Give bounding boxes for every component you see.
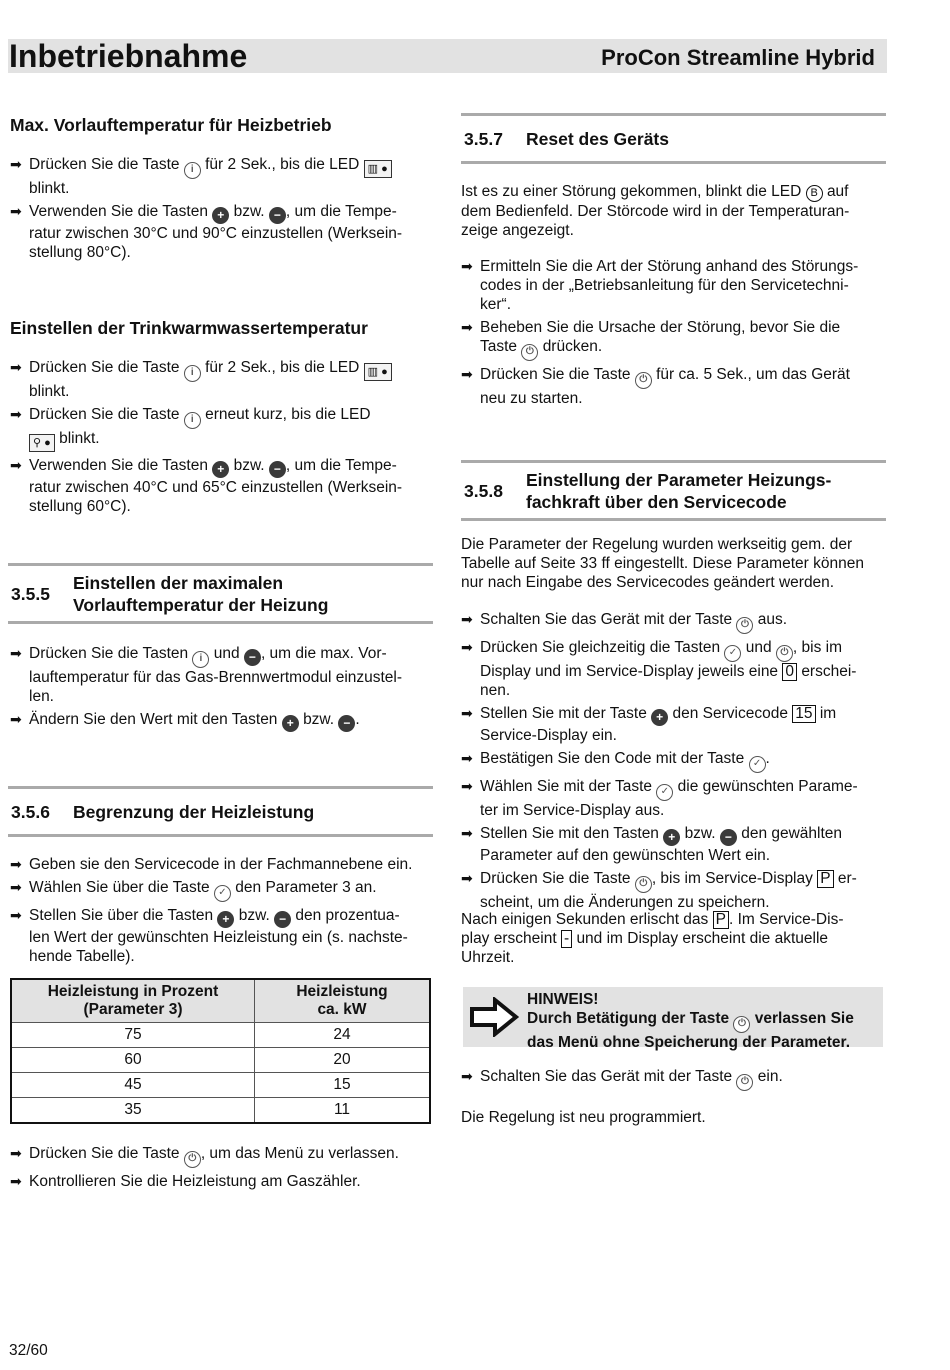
note-box xyxy=(463,987,883,1051)
plus-button-icon: + xyxy=(212,461,229,478)
reset-button-icon: ⏻ xyxy=(635,372,652,389)
list-item: ➡ Drücken Sie die Taste ⏻ , um das Menü zu verlassen. xyxy=(10,1144,433,1168)
minus-button-icon: − xyxy=(269,207,286,224)
list-item: ➡ Drücken Sie die Taste ⏻ für ca. 5 Sek., um das Gerät neu zu starten. xyxy=(461,366,850,407)
radiator-led-icon: ▥ ● xyxy=(364,363,392,381)
arrow-icon: ➡ xyxy=(10,907,22,923)
arrow-icon: ➡ xyxy=(461,258,473,274)
list-item: ➡ Geben sie den Servicecode in der Fachmannebene ein. xyxy=(10,856,413,873)
list-item: ➡ Drücken Sie die Taste i für 2 Sek., bis die LED ▥ ● blinkt. xyxy=(10,358,433,401)
minus-button-icon: − xyxy=(269,461,286,478)
list-item: ➡ Schalten Sie das Gerät mit der Taste ⏻ aus. xyxy=(461,610,886,634)
list-item: ➡ Stellen Sie mit den Tasten + bzw. − den gewählten Parameter auf den gewünschten Wert ein. xyxy=(461,825,843,864)
list-item: ➡ Stellen Sie über die Tasten + bzw. − den prozentua- len Wert der gewünschten Heizleistung ein (s. nachste- hende Tabelle). xyxy=(10,907,408,965)
section-357-intro: Ist es zu einer Störung gekommen, blinkt die LED B auf dem Bedienfeld. Der Störcode wird in der Temperaturan- zeige angezeigt. xyxy=(461,183,850,239)
arrow-icon: ➡ xyxy=(10,359,22,375)
dhw-steps xyxy=(10,358,433,520)
list-item: ➡ Drücken Sie die Taste i für 2 Sek., bis die LED ▥ ● blinkt. xyxy=(10,155,433,198)
page-number: 32/60 xyxy=(9,1342,48,1359)
section-355-heading: 3.5.5 Einstellen der maximalen Vorlauftemperatur der Heizung xyxy=(8,563,433,624)
list-item: ➡ Kontrollieren Sie die Heizleistung am Gaszähler. xyxy=(10,1173,361,1190)
dhw-heading: Einstellen der Trinkwarmwassertemperatur xyxy=(10,318,368,338)
final-statement: Die Regelung ist neu programmiert. xyxy=(461,1109,706,1126)
reset-button-icon: ⏻ xyxy=(635,876,652,893)
list-item: ➡ Ermitteln Sie die Art der Störung anhand des Störungs- codes in der „Betriebsanleitung für den Servicetechni- ker“. xyxy=(461,258,859,313)
arrow-icon: ➡ xyxy=(10,711,22,727)
arrow-icon: ➡ xyxy=(10,856,22,872)
list-item: ➡ Stellen Sie mit der Taste + den Servicecode 15 im Service-Display ein. xyxy=(461,705,837,744)
reset-button-icon: ⏻ xyxy=(184,1151,201,1168)
reset-button-icon: ⏻ xyxy=(776,645,793,662)
plus-button-icon: + xyxy=(282,715,299,732)
list-item: ➡ Verwenden Sie die Tasten + bzw. − , um die Tempe- ratur zwischen 40°C und 65°C einzustellen (Werksein- stellung 60°C). xyxy=(10,457,403,515)
product-title: ProCon Streamline Hybrid xyxy=(601,45,875,70)
list-item: ➡ Drücken Sie die Tasten i und − , um die max. Vor- lauftemperatur für das Gas-Brennwertmodul einzustel- len. xyxy=(10,645,403,705)
section-358-final-step xyxy=(461,1067,886,1095)
display-value-box: P xyxy=(713,911,729,929)
arrow-icon: ➡ xyxy=(461,705,473,721)
table-row: 75 24 xyxy=(11,1023,430,1048)
plus-button-icon: + xyxy=(217,911,234,928)
check-button-icon: ✓ xyxy=(749,756,766,773)
list-item: ➡ Bestätigen Sie den Code mit der Taste ✓ . xyxy=(461,749,886,773)
table-row: 35 11 xyxy=(11,1098,430,1124)
table-row: 45 15 xyxy=(11,1073,430,1098)
section-358-after: Nach einigen Sekunden erlischt das P . Im Service-Dis- play erscheint - und im Display erscheint die aktuelle Uhrzeit. xyxy=(461,911,844,966)
plus-button-icon: + xyxy=(212,207,229,224)
arrow-icon: ➡ xyxy=(10,879,22,895)
power-button-icon: ⏻ xyxy=(736,1074,753,1091)
section-355-steps xyxy=(10,644,433,736)
arrow-icon: ➡ xyxy=(461,750,473,766)
arrow-icon: ➡ xyxy=(10,457,22,473)
arrow-icon: ➡ xyxy=(461,870,473,886)
section-357-heading: 3.5.7 Reset des Geräts xyxy=(461,113,886,164)
power-table xyxy=(10,978,431,1124)
arrow-icon: ➡ xyxy=(461,778,473,794)
list-item: ➡ Verwenden Sie die Tasten + bzw. − , um die Tempe- ratur zwischen 30°C und 90°C einzustellen (Werksein- stellung 80°C). xyxy=(10,203,403,261)
hint-arrow-icon xyxy=(469,997,519,1037)
list-item: ➡ Ändern Sie den Wert mit den Tasten + bzw. − . xyxy=(10,711,360,730)
section-358-intro: Die Parameter der Regelung wurden werkseitig gem. der Tabelle auf Seite 33 ff eingestellt. Diese Parameter können nur nach Eingabe des Servicecodes geändert werden. xyxy=(461,536,864,591)
led-b-icon: B xyxy=(806,185,823,202)
minus-button-icon: − xyxy=(720,829,737,846)
display-value-box: P xyxy=(817,870,833,888)
arrow-icon: ➡ xyxy=(461,611,473,627)
table-row: 60 20 xyxy=(11,1048,430,1073)
list-item: ➡ Drücken Sie gleichzeitig die Tasten ✓ und ⏻ , bis im Display und im Service-Display jeweils eine 0 erschei- nen. xyxy=(461,639,857,699)
info-button-icon: i xyxy=(184,365,201,382)
info-button-icon: i xyxy=(192,651,209,668)
list-item: ➡ Beheben Sie die Ursache der Störung, bevor Sie die Taste ⏻ drücken. xyxy=(461,318,886,361)
table-header: Heizleistung ca. kW xyxy=(255,979,431,1023)
display-value-box: 0 xyxy=(782,663,797,681)
arrow-icon: ➡ xyxy=(10,406,22,422)
reset-button-icon: ⏻ xyxy=(521,344,538,361)
list-item: ➡ Drücken Sie die Taste ⏻ , bis im Service-Display P er- scheint, um die Änderungen zu speichern. xyxy=(461,870,857,911)
section-357-steps xyxy=(461,257,886,412)
radiator-led-icon: ▥ ● xyxy=(364,160,392,178)
arrow-icon: ➡ xyxy=(461,319,473,335)
tap-led-icon: ⚲ ● xyxy=(29,434,55,452)
table-header: Heizleistung in Prozent (Parameter 3) xyxy=(11,979,255,1023)
minus-button-icon: − xyxy=(244,649,261,666)
minus-button-icon: − xyxy=(274,911,291,928)
info-button-icon: i xyxy=(184,162,201,179)
arrow-icon: ➡ xyxy=(461,366,473,382)
display-value-box: - xyxy=(561,930,572,948)
arrow-icon: ➡ xyxy=(461,825,473,841)
list-item: ➡ Schalten Sie das Gerät mit der Taste ⏻ ein. xyxy=(461,1067,886,1091)
power-button-icon: ⏻ xyxy=(736,617,753,634)
arrow-icon: ➡ xyxy=(10,645,22,661)
check-button-icon: ✓ xyxy=(214,885,231,902)
power-button-icon: ⏻ xyxy=(733,1016,750,1033)
display-value-box: 15 xyxy=(792,705,815,723)
arrow-icon: ➡ xyxy=(10,203,22,219)
plus-button-icon: + xyxy=(651,709,668,726)
arrow-icon: ➡ xyxy=(10,156,22,172)
section-358-steps xyxy=(461,610,886,916)
max-flow-steps xyxy=(10,155,433,266)
section-358-heading: 3.5.8 Einstellung der Parameter Heizungs- fachkraft über den Servicecode xyxy=(461,460,886,521)
chapter-title: Inbetriebnahme xyxy=(9,38,248,74)
section-356-final-steps xyxy=(10,1144,433,1195)
list-item: ➡ Drücken Sie die Taste i erneut kurz, bis die LED ⚲ ● blinkt. xyxy=(10,405,433,452)
note-text: HINWEIS! Durch Betätigung der Taste ⏻ verlassen Sie das Menü ohne Speicherung der Parameter. xyxy=(527,991,854,1051)
arrow-icon: ➡ xyxy=(10,1173,22,1189)
plus-button-icon: + xyxy=(663,829,680,846)
section-356-heading: 3.5.6 Begrenzung der Heizleistung xyxy=(8,786,433,837)
arrow-icon: ➡ xyxy=(461,1068,473,1084)
arrow-icon: ➡ xyxy=(10,1145,22,1161)
info-button-icon: i xyxy=(184,412,201,429)
section-356-steps xyxy=(10,855,433,970)
minus-button-icon: − xyxy=(338,715,355,732)
check-button-icon: ✓ xyxy=(656,784,673,801)
list-item: ➡ Wählen Sie über die Taste ✓ den Parameter 3 an. xyxy=(10,878,433,902)
max-flow-heading: Max. Vorlauftemperatur für Heizbetrieb xyxy=(10,115,332,135)
list-item: ➡ Wählen Sie mit der Taste ✓ die gewünschten Parame- ter im Service-Display aus. xyxy=(461,778,858,819)
check-button-icon: ✓ xyxy=(724,645,741,662)
arrow-icon: ➡ xyxy=(461,639,473,655)
